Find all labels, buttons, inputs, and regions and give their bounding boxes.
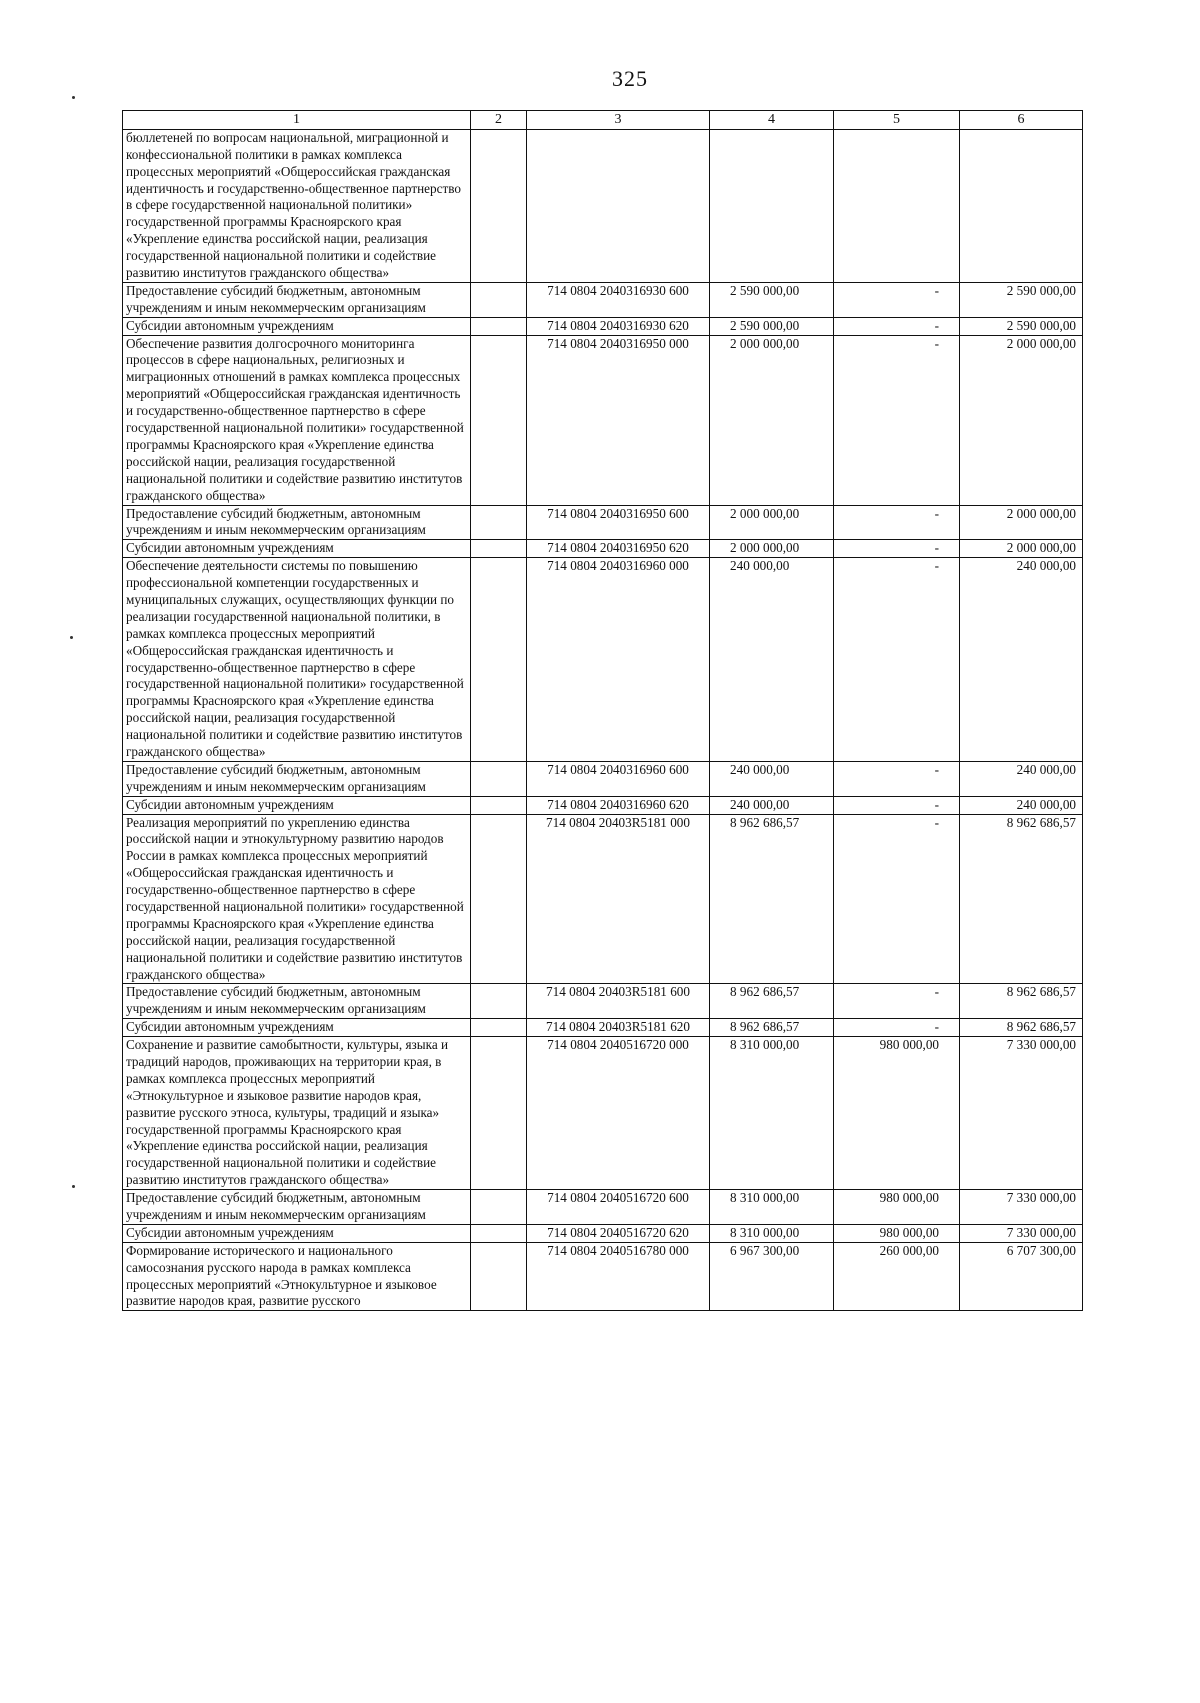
table-row	[123, 317, 1083, 335]
scan-speck	[70, 636, 73, 639]
row-budget-code: 714 0804 2040516720 000	[527, 1037, 710, 1190]
row-column-2	[471, 761, 527, 796]
row-budget-code: 714 0804 2040316930 620	[527, 317, 710, 335]
row-amount-column-5: 260 000,00	[834, 1242, 960, 1311]
row-amount-column-5: -	[834, 796, 960, 814]
row-amount-column-6: 7 330 000,00	[960, 1037, 1083, 1190]
scan-speck	[72, 96, 75, 99]
table-row	[123, 761, 1083, 796]
row-description: бюллетеней по вопросам национальной, миграционной и конфессиональной политики в рамках комплекса процессных мероприятий «Общероссийская гражданская идентичность и государственно-общественное партнерство в сфере государственной национальной политики» государственной программы Красноярского края «Укрепление единства российской нации, реализация государственной национальной политики и содействие развитию институтов гражданского общества»	[123, 129, 471, 282]
row-budget-code: 714 0804 20403R5181 600	[527, 984, 710, 1019]
row-description: Субсидии автономным учреждениям	[123, 317, 471, 335]
row-budget-code: 714 0804 2040316950 000	[527, 335, 710, 505]
row-description: Обеспечение развития долгосрочного мониторинга процессов в сфере национальных, религиозных и миграционных отношений в рамках комплекса процессных мероприятий «Общероссийская гражданская идентичность и государственно-общественное партнерство в сфере государственной национальной политики» государственной программы Красноярского края «Укрепление единства российской нации, реализация государственной национальной политики и содействие развитию институтов гражданского общества»	[123, 335, 471, 505]
row-amount-total: 2 000 000,00	[710, 335, 834, 505]
scan-speck	[72, 1185, 75, 1188]
row-amount-column-6: 8 962 686,57	[960, 814, 1083, 984]
row-description: Предоставление субсидий бюджетным, автономным учреждениям и иным некоммерческим организациям	[123, 984, 471, 1019]
row-amount-total: 2 590 000,00	[710, 317, 834, 335]
column-header: 3	[527, 111, 710, 130]
row-budget-code: 714 0804 20403R5181 620	[527, 1019, 710, 1037]
row-budget-code: 714 0804 2040316950 620	[527, 540, 710, 558]
row-amount-column-5: -	[834, 282, 960, 317]
row-amount-total: 2 000 000,00	[710, 540, 834, 558]
table-row	[123, 1019, 1083, 1037]
row-budget-code: 714 0804 2040316960 600	[527, 761, 710, 796]
row-amount-total: 240 000,00	[710, 796, 834, 814]
column-header: 4	[710, 111, 834, 130]
row-column-2	[471, 1037, 527, 1190]
row-amount-column-5: -	[834, 505, 960, 540]
row-budget-code: 714 0804 2040516720 600	[527, 1190, 710, 1225]
row-description: Предоставление субсидий бюджетным, автономным учреждениям и иным некоммерческим организациям	[123, 761, 471, 796]
row-amount-total: 8 962 686,57	[710, 1019, 834, 1037]
table-row	[123, 814, 1083, 984]
row-amount-column-5: -	[834, 1019, 960, 1037]
row-budget-code: 714 0804 2040316960 620	[527, 796, 710, 814]
row-description: Предоставление субсидий бюджетным, автономным учреждениям и иным некоммерческим организациям	[123, 1190, 471, 1225]
row-description: Субсидии автономным учреждениям	[123, 796, 471, 814]
row-amount-column-5	[834, 129, 960, 282]
row-description: Предоставление субсидий бюджетным, автономным учреждениям и иным некоммерческим организациям	[123, 282, 471, 317]
row-amount-column-6: 2 000 000,00	[960, 540, 1083, 558]
row-budget-code: 714 0804 2040316960 000	[527, 558, 710, 762]
row-description: Формирование исторического и национального самосознания русского народа в рамках комплекса процессных мероприятий «Этнокультурное и языковое развитие народов края, развитие русского	[123, 1242, 471, 1311]
row-description: Реализация мероприятий по укреплению единства российской нации и этнокультурному развитию народов России в рамках комплекса процессных мероприятий «Общероссийская гражданская идентичность и государственно-общественное партнерство в сфере государственной национальной политики» государственной программы Красноярского края «Укрепление единства российской нации, реализация государственной национальной политики и содействие развитию институтов гражданского общества»	[123, 814, 471, 984]
table-row	[123, 335, 1083, 505]
row-budget-code: 714 0804 2040316930 600	[527, 282, 710, 317]
table-row	[123, 1224, 1083, 1242]
row-amount-column-6	[960, 129, 1083, 282]
table-row	[123, 505, 1083, 540]
row-amount-column-5: -	[834, 335, 960, 505]
row-amount-column-5: 980 000,00	[834, 1037, 960, 1190]
row-budget-code: 714 0804 2040516780 000	[527, 1242, 710, 1311]
row-column-2	[471, 558, 527, 762]
table-body	[123, 129, 1083, 1310]
row-amount-column-6: 7 330 000,00	[960, 1224, 1083, 1242]
row-amount-total: 240 000,00	[710, 558, 834, 762]
row-amount-column-6: 240 000,00	[960, 796, 1083, 814]
row-amount-column-6: 6 707 300,00	[960, 1242, 1083, 1311]
row-column-2	[471, 505, 527, 540]
row-amount-column-5: -	[834, 761, 960, 796]
row-budget-code	[527, 129, 710, 282]
row-amount-total: 2 590 000,00	[710, 282, 834, 317]
row-amount-column-5: 980 000,00	[834, 1224, 960, 1242]
budget-table	[122, 110, 1083, 1311]
table-row	[123, 796, 1083, 814]
row-amount-column-6: 8 962 686,57	[960, 984, 1083, 1019]
row-amount-column-6: 7 330 000,00	[960, 1190, 1083, 1225]
table-row	[123, 282, 1083, 317]
row-column-2	[471, 282, 527, 317]
row-amount-total	[710, 129, 834, 282]
column-number-row	[123, 111, 1083, 130]
row-column-2	[471, 1019, 527, 1037]
row-amount-column-6: 2 590 000,00	[960, 317, 1083, 335]
table-row	[123, 984, 1083, 1019]
row-column-2	[471, 984, 527, 1019]
row-amount-total: 240 000,00	[710, 761, 834, 796]
row-budget-code: 714 0804 2040516720 620	[527, 1224, 710, 1242]
column-header: 6	[960, 111, 1083, 130]
row-amount-total: 6 967 300,00	[710, 1242, 834, 1311]
row-amount-total: 8 962 686,57	[710, 984, 834, 1019]
row-amount-column-6: 8 962 686,57	[960, 1019, 1083, 1037]
row-column-2	[471, 796, 527, 814]
row-description: Субсидии автономным учреждениям	[123, 1019, 471, 1037]
row-amount-column-6: 240 000,00	[960, 558, 1083, 762]
row-amount-column-6: 240 000,00	[960, 761, 1083, 796]
row-amount-total: 8 310 000,00	[710, 1224, 834, 1242]
row-description: Субсидии автономным учреждениям	[123, 1224, 471, 1242]
row-column-2	[471, 1190, 527, 1225]
row-column-2	[471, 1242, 527, 1311]
table-row	[123, 129, 1083, 282]
table-row	[123, 558, 1083, 762]
row-amount-column-6: 2 590 000,00	[960, 282, 1083, 317]
row-amount-column-5: -	[834, 317, 960, 335]
row-column-2	[471, 540, 527, 558]
column-header: 2	[471, 111, 527, 130]
row-description: Обеспечение деятельности системы по повышению профессиональной компетенции государственных и муниципальных служащих, осуществляющих функции по реализации государственной национальной политики, в рамках комплекса процессных мероприятий «Общероссийская гражданская идентичность и государственно-общественное партнерство в сфере государственной национальной политики» государственной программы Красноярского края «Укрепление единства российской нации, реализация государственной национальной политики и содействие развитию институтов гражданского общества»	[123, 558, 471, 762]
row-amount-total: 8 310 000,00	[710, 1037, 834, 1190]
row-amount-total: 8 962 686,57	[710, 814, 834, 984]
row-description: Сохранение и развитие самобытности, культуры, языка и традиций народов, проживающих на территории края, в рамках комплекса процессных мероприятий «Этнокультурное и языковое развитие народов края, развитие русского этноса, культуры, традиций и языка» государственной программы Красноярского края «Укрепление единства российской нации, реализация государственной национальной политики и содействие развитию институтов гражданского общества»	[123, 1037, 471, 1190]
row-amount-column-5: 980 000,00	[834, 1190, 960, 1225]
page-number: 325	[612, 66, 648, 91]
row-amount-column-5: -	[834, 814, 960, 984]
row-amount-column-6: 2 000 000,00	[960, 335, 1083, 505]
table-row	[123, 1037, 1083, 1190]
row-amount-column-6: 2 000 000,00	[960, 505, 1083, 540]
row-column-2	[471, 335, 527, 505]
row-amount-total: 8 310 000,00	[710, 1190, 834, 1225]
row-column-2	[471, 1224, 527, 1242]
row-budget-code: 714 0804 2040316950 600	[527, 505, 710, 540]
row-amount-total: 2 000 000,00	[710, 505, 834, 540]
column-header: 5	[834, 111, 960, 130]
table-row	[123, 1242, 1083, 1311]
row-amount-column-5: -	[834, 558, 960, 762]
row-description: Предоставление субсидий бюджетным, автономным учреждениям и иным некоммерческим организациям	[123, 505, 471, 540]
column-header: 1	[123, 111, 471, 130]
row-column-2	[471, 814, 527, 984]
row-amount-column-5: -	[834, 540, 960, 558]
row-column-2	[471, 129, 527, 282]
row-budget-code: 714 0804 20403R5181 000	[527, 814, 710, 984]
table-row	[123, 1190, 1083, 1225]
row-column-2	[471, 317, 527, 335]
row-description: Субсидии автономным учреждениям	[123, 540, 471, 558]
table-row	[123, 540, 1083, 558]
row-amount-column-5: -	[834, 984, 960, 1019]
